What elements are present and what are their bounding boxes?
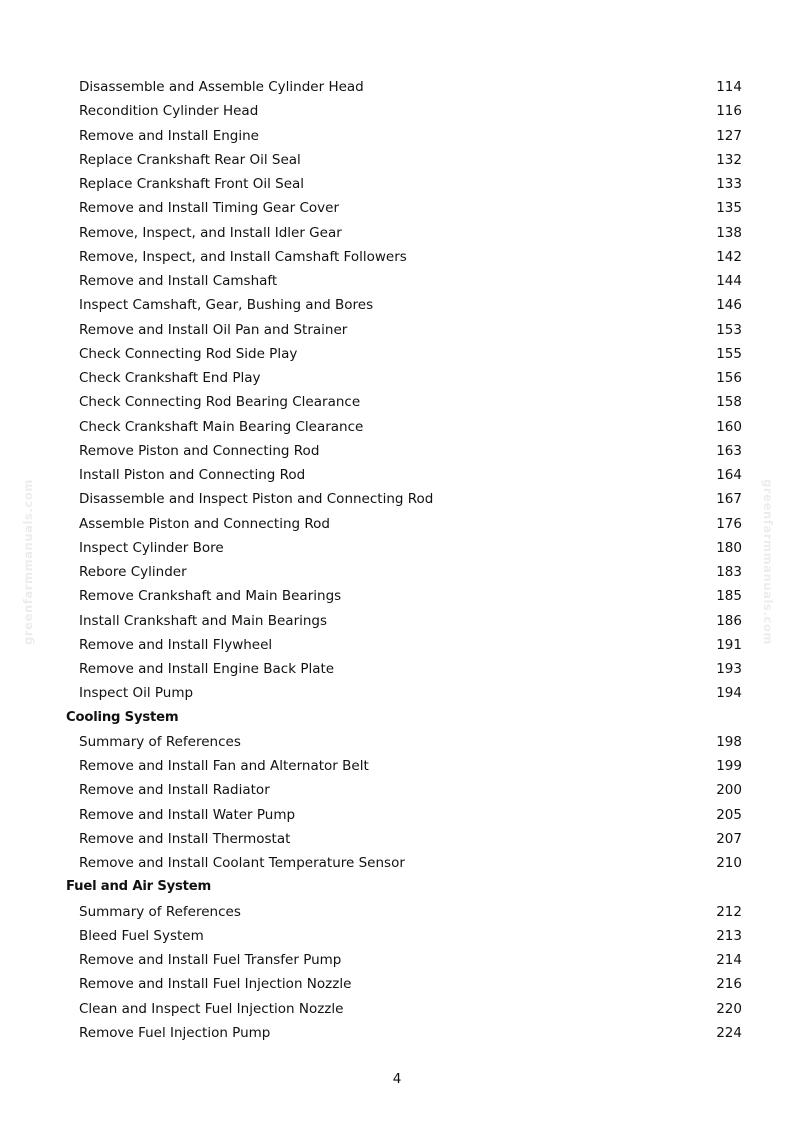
toc-entry[interactable] (66, 827, 742, 851)
toc-entry-title: Remove and Install Thermostat (79, 830, 291, 847)
toc-entry[interactable] (66, 924, 742, 948)
toc-entry-title: Bleed Fuel System (79, 927, 204, 944)
toc-entry[interactable] (66, 754, 742, 778)
toc-entry[interactable] (66, 681, 742, 705)
toc-entry-title: Check Crankshaft End Play (79, 370, 261, 386)
toc-entry[interactable] (66, 584, 742, 608)
toc-entry-title: Remove and Install Coolant Temperature Sensor (79, 855, 405, 871)
watermark-left: greenfarmmanuals.com (21, 479, 35, 645)
toc-entry-page: 158 (716, 394, 742, 411)
toc-entry[interactable] (66, 269, 742, 293)
toc-entry-page: 114 (716, 79, 742, 95)
toc-entry[interactable] (66, 633, 742, 657)
toc-entry-page: 156 (716, 370, 742, 386)
toc-entry[interactable] (66, 536, 742, 560)
toc-entry-title: Remove and Install Fuel Injection Nozzle (79, 976, 352, 993)
toc-entry-title: Remove Fuel Injection Pump (79, 1024, 271, 1041)
toc-entry[interactable] (66, 245, 742, 269)
toc-entry[interactable] (66, 415, 742, 439)
toc-entry-page: 207 (716, 830, 742, 847)
toc-entry[interactable] (66, 997, 742, 1021)
toc-entry-title: Remove, Inspect, and Install Idler Gear (79, 224, 342, 241)
toc-entry[interactable] (66, 730, 742, 754)
toc-entry-page: 163 (716, 442, 742, 459)
toc-entry-page: 185 (716, 588, 742, 605)
toc-entry-page: 142 (716, 248, 742, 265)
toc-entry-title: Remove and Install Engine (79, 127, 259, 144)
toc-entry-page: 205 (716, 806, 742, 823)
toc-entry-title: Remove and Install Camshaft (79, 273, 278, 289)
toc-entry[interactable] (66, 851, 742, 875)
toc-entry-page: 176 (716, 515, 742, 532)
toc-section-title: Fuel and Air System (66, 879, 212, 895)
watermark-right: greenfarmmanuals.com (761, 479, 775, 645)
toc-entry[interactable] (66, 366, 742, 390)
toc-entry-page: 194 (716, 685, 742, 702)
toc-entry-title: Remove and Install Fan and Alternator Belt (79, 758, 369, 774)
toc-entry-page: 214 (716, 952, 742, 968)
toc-entry-title: Remove and Install Water Pump (79, 806, 296, 823)
toc-entry-title: Check Connecting Rod Bearing Clearance (79, 394, 361, 411)
toc-entry-title: Disassemble and Inspect Piston and Connecting Rod (79, 491, 434, 508)
toc-entry[interactable] (66, 390, 742, 414)
toc-entry-page: 116 (716, 103, 742, 120)
toc-section-heading[interactable] (66, 706, 742, 730)
page-number: 4 (392, 1071, 402, 1087)
toc-entry-page: 224 (716, 1024, 742, 1041)
toc-entry-title: Inspect Camshaft, Gear, Bushing and Bores (79, 297, 374, 314)
toc-entry-title: Remove and Install Timing Gear Cover (79, 200, 340, 217)
toc-entry-page: 198 (716, 733, 742, 750)
toc-entry-page: 155 (716, 345, 742, 362)
toc-entry-page: 132 (716, 151, 742, 168)
toc-entry[interactable] (66, 148, 742, 172)
toc-entry[interactable] (66, 439, 742, 463)
toc-entry[interactable] (66, 318, 742, 342)
toc-entry-page: 138 (716, 224, 742, 241)
toc-entry-title: Assemble Piston and Connecting Rod (79, 515, 330, 532)
toc-entry-title: Remove and Install Fuel Transfer Pump (79, 952, 342, 968)
toc-entry-title: Install Piston and Connecting Rod (79, 467, 306, 483)
toc-entry-page: 135 (716, 200, 742, 217)
toc-entry-title: Rebore Cylinder (79, 564, 187, 580)
toc-entry-title: Inspect Oil Pump (79, 685, 194, 702)
toc-entry[interactable] (66, 948, 742, 972)
toc-entry-title: Inspect Cylinder Bore (79, 539, 224, 556)
toc-entry[interactable] (66, 196, 742, 220)
toc-entry-page: 146 (716, 297, 742, 314)
toc-entry-page: 164 (716, 467, 742, 483)
toc-entry-title: Clean and Inspect Fuel Injection Nozzle (79, 1000, 344, 1017)
toc-entry[interactable] (66, 463, 742, 487)
toc-entry[interactable] (66, 560, 742, 584)
toc-entry-title: Check Crankshaft Main Bearing Clearance (79, 418, 364, 435)
toc-entry[interactable] (66, 487, 742, 511)
toc-entry-page: 199 (716, 758, 742, 774)
toc-entry-title: Summary of References (79, 733, 241, 750)
toc-entry-page: 220 (716, 1000, 742, 1017)
toc-entry-title: Replace Crankshaft Rear Oil Seal (79, 151, 301, 168)
toc-entry-title: Remove Crankshaft and Main Bearings (79, 588, 342, 605)
toc-entry-page: 153 (716, 321, 742, 338)
toc-entry-page: 183 (716, 564, 742, 580)
toc-entry-page: 186 (716, 612, 742, 629)
toc-entry-title: Remove and Install Radiator (79, 782, 270, 799)
toc-entry-title: Remove and Install Flywheel (79, 636, 273, 653)
toc-entry-title: Summary of References (79, 903, 241, 920)
toc-entry[interactable] (66, 124, 742, 148)
toc-entry[interactable] (66, 293, 742, 317)
table-of-contents (66, 75, 742, 1045)
toc-entry-page: 193 (716, 661, 742, 677)
toc-entry-page: 127 (716, 127, 742, 144)
toc-entry-page: 200 (716, 782, 742, 799)
toc-entry-page: 210 (716, 855, 742, 871)
toc-entry[interactable] (66, 342, 742, 366)
toc-entry[interactable] (66, 657, 742, 681)
toc-entry[interactable] (66, 900, 742, 924)
toc-entry[interactable] (66, 221, 742, 245)
toc-entry-page: 213 (716, 927, 742, 944)
toc-entry-page: 212 (716, 903, 742, 920)
toc-entry[interactable] (66, 1021, 742, 1045)
toc-entry[interactable] (66, 803, 742, 827)
toc-entry-title: Remove, Inspect, and Install Camshaft Followers (79, 248, 407, 265)
toc-entry-title: Check Connecting Rod Side Play (79, 345, 298, 362)
toc-entry[interactable] (66, 172, 742, 196)
toc-entry-page: 180 (716, 539, 742, 556)
toc-section-title: Cooling System (66, 709, 179, 725)
toc-entry-title: Disassemble and Assemble Cylinder Head (79, 79, 364, 95)
toc-entry-page: 216 (716, 976, 742, 993)
toc-entry-page: 144 (716, 273, 742, 289)
toc-entry[interactable] (66, 609, 742, 633)
toc-entry-title: Replace Crankshaft Front Oil Seal (79, 176, 305, 192)
toc-entry-page: 133 (716, 176, 742, 192)
toc-entry-page: 167 (716, 491, 742, 508)
toc-entry-page: 191 (716, 636, 742, 653)
toc-entry[interactable] (66, 778, 742, 802)
toc-entry[interactable] (66, 972, 742, 996)
toc-entry-page: 160 (716, 418, 742, 435)
toc-entry-title: Install Crankshaft and Main Bearings (79, 612, 328, 629)
toc-entry[interactable] (66, 75, 742, 99)
toc-entry-title: Recondition Cylinder Head (79, 103, 259, 120)
toc-entry[interactable] (66, 99, 742, 123)
toc-entry[interactable] (66, 512, 742, 536)
toc-entry-title: Remove and Install Engine Back Plate (79, 661, 335, 677)
toc-section-heading[interactable] (66, 875, 742, 899)
toc-entry-title: Remove Piston and Connecting Rod (79, 442, 320, 459)
toc-entry-title: Remove and Install Oil Pan and Strainer (79, 321, 348, 338)
